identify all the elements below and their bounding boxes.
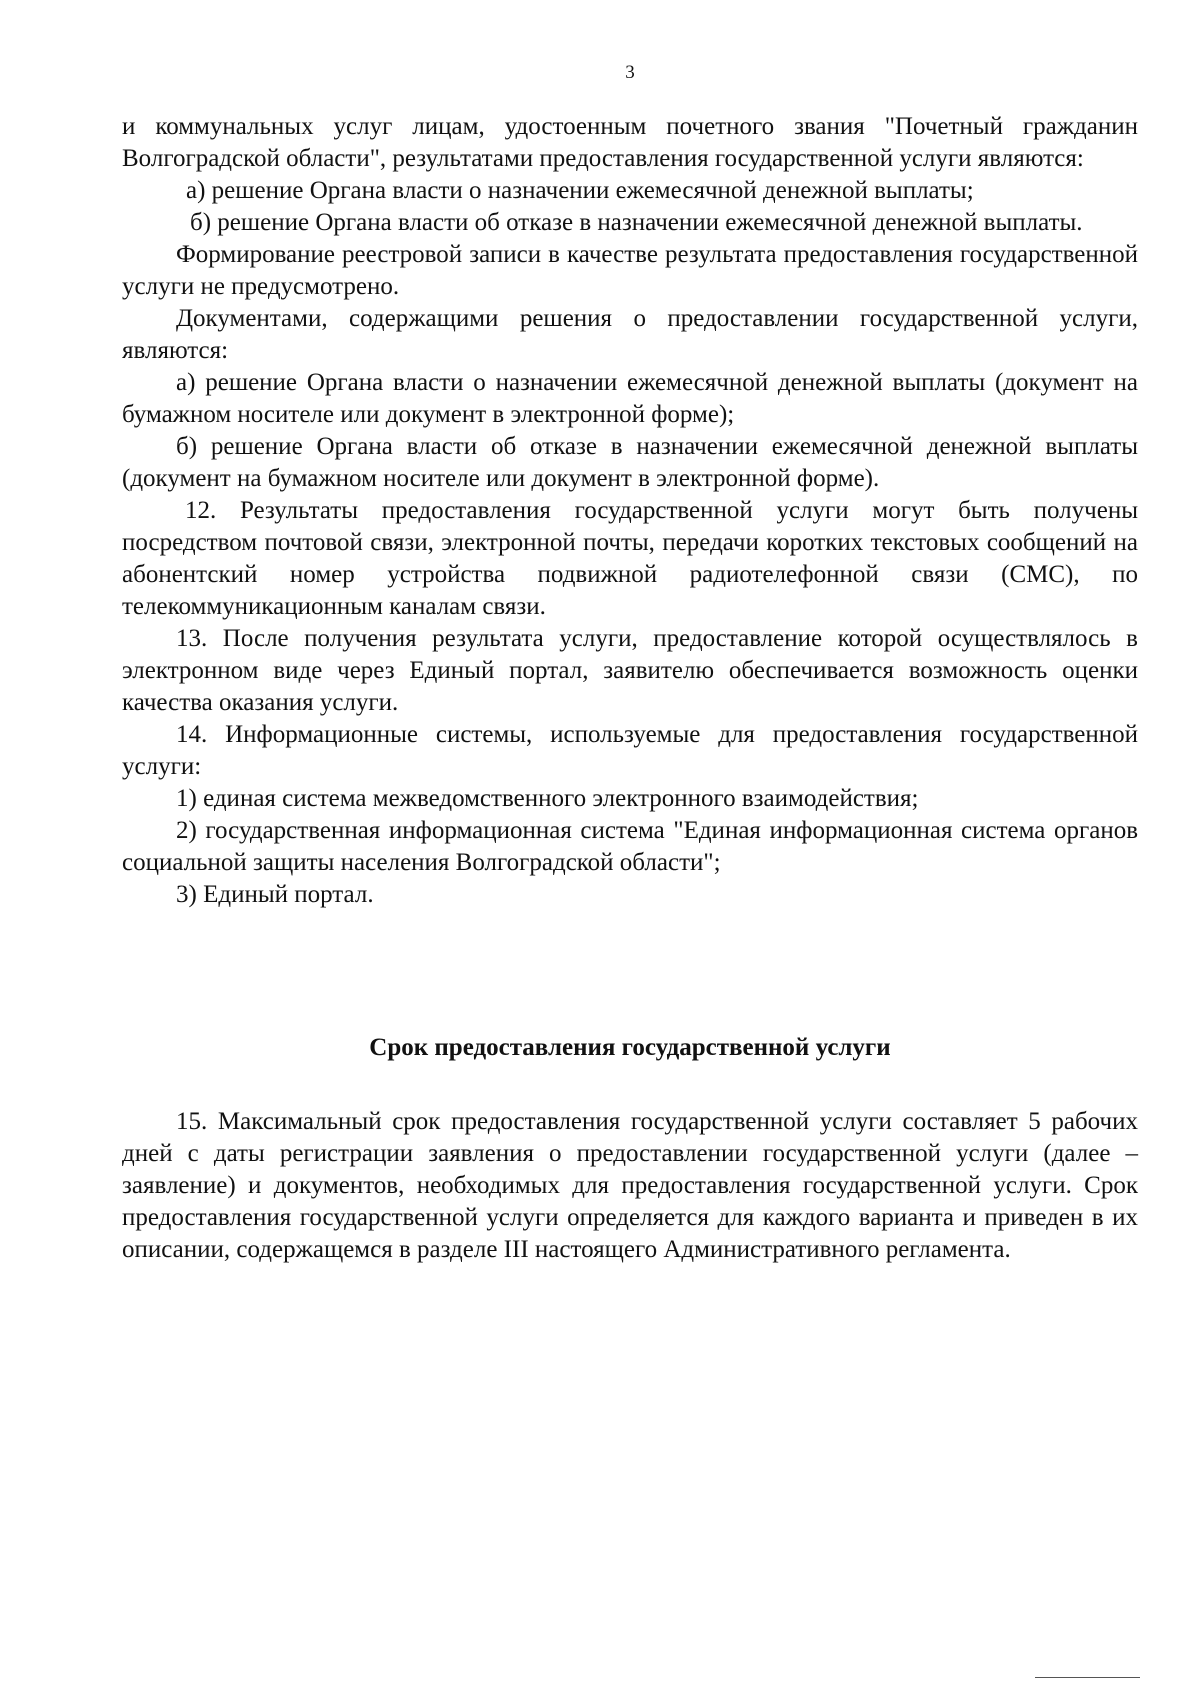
- paragraph-12: 12. Результаты предоставления государственной услуги могут быть получены посредством почтовой связи, электронной почты, передачи коротких текстовых сообщений на абонентский номер устройства подвижной радиотелефонной связи (СМС), по телекоммуникационным каналам связи.: [122, 497, 1138, 620]
- paragraph-15: 15. Максимальный срок предоставления государственной услуги составляет 5 рабочих дней с даты регистрации заявления о предоставлении государственной услуги (далее – заявление) и документов, необходимых для предоставления государственной услуги. Срок предоставления государственной услуги определяется для каждого варианта и приведен в их описании, содержащемся в разделе III настоящего Административного регламента.: [122, 1108, 1138, 1263]
- paragraph-14: 14. Информационные системы, используемые для предоставления государственной услуги:: [122, 721, 1138, 780]
- section-heading: Срок предоставления государственной услуги: [369, 1034, 891, 1061]
- paragraph-result-a: а) решение Органа власти о назначении ежемесячной денежной выплаты;: [186, 177, 974, 204]
- paragraph-13: 13. После получения результата услуги, предоставление которой осуществлялось в электронном виде через Единый портал, заявителю обеспечивается возможность оценки качества оказания услуги.: [122, 625, 1138, 716]
- paragraph-results-intro: и коммунальных услуг лицам, удостоенным почетного звания "Почетный гражданин Волгоградской области", результатами предоставления государственной услуги являются:: [122, 113, 1138, 172]
- list-item-1: 1) единая система межведомственного электронного взаимодействия;: [176, 785, 919, 812]
- paragraph-result-b: б) решение Органа власти об отказе в назначении ежемесячной денежной выплаты.: [190, 209, 1083, 236]
- list-item-2: 2) государственная информационная система "Единая информационная система органов социальной защиты населения Волгоградской области";: [122, 817, 1138, 876]
- document-body: [122, 111, 1138, 911]
- list-item-3: 3) Единый портал.: [176, 881, 374, 908]
- page-number: 3: [625, 62, 635, 83]
- footer-rule: [1035, 1677, 1140, 1678]
- paragraph-documents-intro: Документами, содержащими решения о предоставлении государственной услуги, являются:: [122, 305, 1138, 364]
- section-body: [122, 1106, 1138, 1266]
- paragraph-registry-record: Формирование реестровой записи в качестве результата предоставления государственной услуги не предусмотрено.: [122, 241, 1138, 300]
- paragraph-document-a: а) решение Органа власти о назначении ежемесячной денежной выплаты (документ на бумажном носителе или документ в электронной форме);: [122, 369, 1138, 428]
- paragraph-document-b: б) решение Органа власти об отказе в назначении ежемесячной денежной выплаты (документ на бумажном носителе или документ в электронной форме).: [122, 433, 1138, 492]
